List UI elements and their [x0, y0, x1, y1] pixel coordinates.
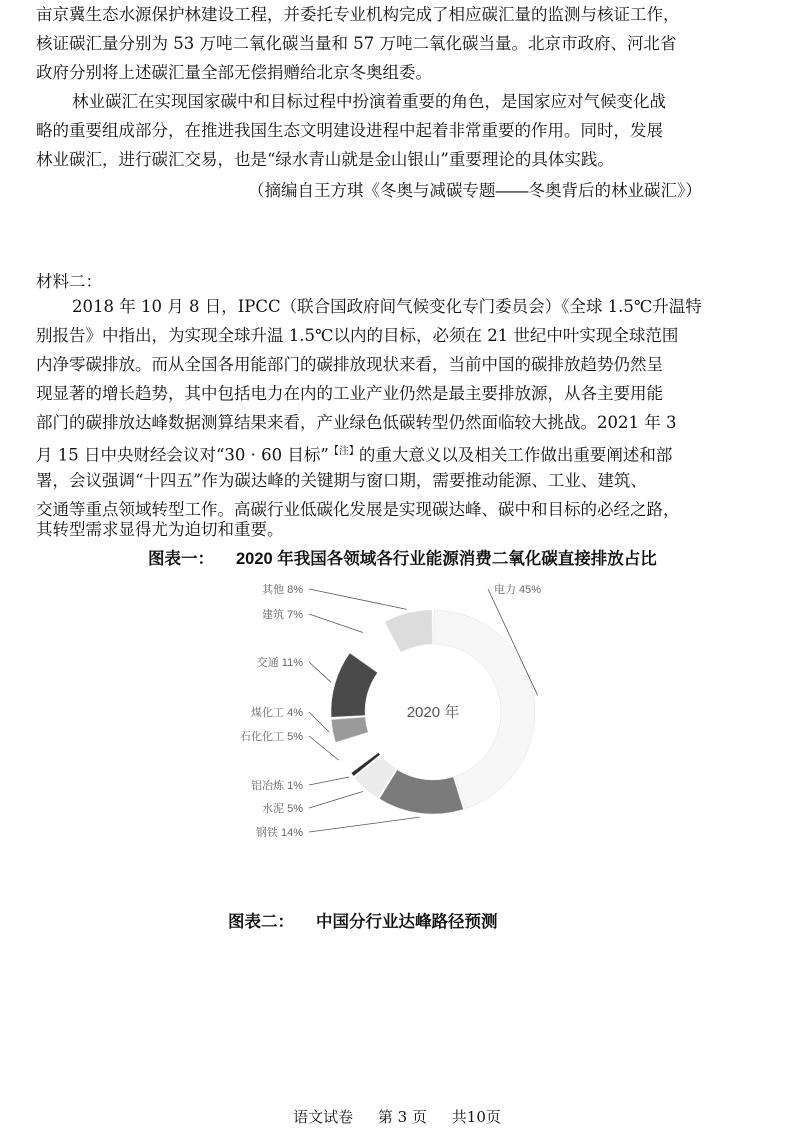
source-citation: （摘编自王方琪《冬奥与减碳专题——冬奥背后的林业碳汇》） — [248, 182, 702, 200]
slice-label: 交通 11% — [256, 657, 303, 669]
center-label: 2020 年 — [406, 704, 460, 721]
leader-line — [309, 792, 363, 808]
donut-chart — [0, 560, 794, 860]
text-line: 2018 年 10 月 8 日，IPCC（联合国政府间气候变化专门委员会）《全球 1.5℃升温特 — [72, 297, 702, 316]
slice-label: 铝冶炼 1% — [251, 780, 303, 792]
text-fragment: 月 15 日中央财经会议对“30 · 60 目标” — [36, 445, 329, 465]
chart1-title-text: 2020 年我国各领域各行业能源消费二氧化碳直接排放占比 — [236, 550, 657, 568]
text-line-with-note — [36, 441, 672, 467]
chart1-label: 图表一： — [148, 550, 214, 568]
leader-line — [309, 662, 331, 682]
text-line: 交通等重点领域转型工作。高碳行业低碳化发展是实现碳达峰、碳中和目标的必经之路， — [36, 500, 680, 519]
slice-label: 电力 45% — [494, 584, 542, 596]
text-line: 其转型需求显得尤为迫切和重要。 — [36, 520, 284, 539]
donut-slice — [379, 770, 463, 814]
leader-line — [309, 614, 363, 632]
leader-line — [309, 589, 407, 609]
slice-label: 其他 8% — [262, 584, 303, 596]
text-line: 内净零碳排放。而从全国各用能部门的碳排放现状来看，当前中国的碳排放趋势仍然呈 — [36, 355, 663, 374]
slice-label: 煤化工 4% — [251, 707, 303, 719]
note-mark: 【注】 — [328, 446, 359, 457]
slice-label: 水泥 5% — [262, 803, 303, 815]
page-footer — [0, 1106, 794, 1127]
chart2-title — [228, 908, 498, 932]
chart2-label: 图表二： — [228, 913, 294, 931]
footer-total: 共10页 — [451, 1108, 501, 1126]
text-line: 核证碳汇量分别为 53 万吨二氧化碳当量和 57 万吨二氧化碳当量。北京市政府、河北省 — [36, 34, 677, 53]
slice-label: 石化化工 5% — [240, 731, 303, 743]
text-line: 林业碳汇在实现国家碳中和目标过程中扮演着重要的角色，是国家应对气候变化战 — [72, 92, 666, 111]
footer-page: 第 3 页 — [377, 1108, 427, 1126]
slice-label: 钢铁 14% — [255, 827, 303, 839]
text-line: 政府分别将上述碳汇量全部无偿捐赠给北京冬奥组委。 — [36, 63, 432, 82]
leader-line — [309, 777, 349, 785]
text-line: 部门的碳排放达峰数据测算结果来看，产业绿色低碳转型仍然面临较大挑战。2021 年 3 — [36, 413, 677, 432]
leader-line — [309, 817, 420, 832]
text-line: 别报告》中指出，为实现全球升温 1.5℃以内的目标，必须在 21 世纪中叶实现全球范围 — [36, 326, 679, 345]
leader-line — [309, 712, 329, 732]
footer-subject: 语文试卷 — [293, 1108, 354, 1126]
text-line: 现显著的增长趋势，其中包括电力在内的工业产业仍然是最主要排放源，从各主要用能 — [36, 384, 663, 403]
text-line: 亩京冀生态水源保护林建设工程，并委托专业机构完成了相应碳汇量的监测与核证工作， — [36, 5, 680, 24]
leader-line — [309, 736, 339, 760]
text-fragment: 的重大意义以及相关工作做出重要阐述和部 — [358, 445, 673, 465]
section-heading: 材料二： — [36, 272, 102, 291]
text-line: 林业碳汇，进行碳汇交易，也是“绿水青山就是金山银山”重要理论的具体实践。 — [36, 150, 614, 169]
text-line: 略的重要组成部分，在推进我国生态文明建设进程中起着非常重要的作用。同时，发展 — [36, 121, 663, 140]
text-line: 署，会议强调“十四五”作为碳达峰的关键期与窗口期，需要推动能源、工业、建筑、 — [36, 471, 647, 490]
chart2-title-text: 中国分行业达峰路径预测 — [316, 913, 498, 931]
slice-label: 建筑 7% — [262, 609, 303, 621]
